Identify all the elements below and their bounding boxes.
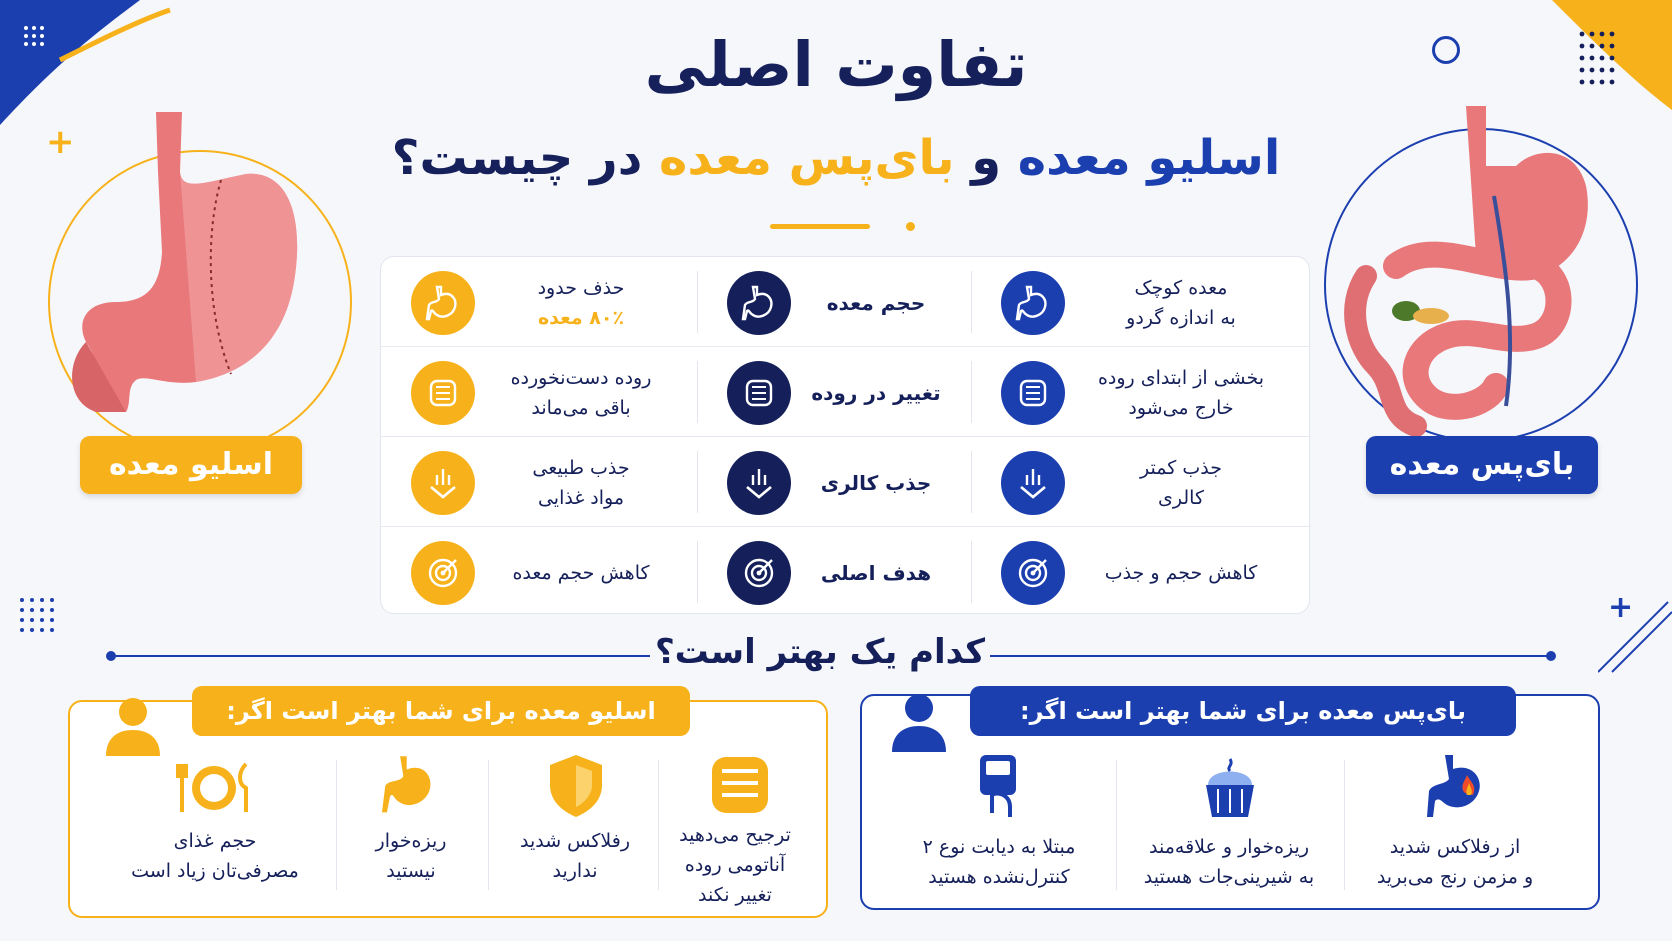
dots-decoration [18,596,58,640]
subtitle-sleeve: اسلیو معده [1017,130,1281,186]
bypass-option [894,832,1104,892]
sleeve-option [326,826,496,886]
sleeve-cell-line2: باقی می‌ماند [531,397,631,419]
category-cell: حجم معده [826,291,926,315]
category-cell: هدف اصلی [820,561,932,585]
sleeve-cell [491,541,671,605]
option-line2: به شیرینی‌جات هستید [1143,866,1315,888]
stomach-icon [1001,271,1065,335]
title-underline [770,224,870,229]
stomach-reflux-icon [1418,748,1498,824]
divider [1344,760,1345,890]
sleeve-option [650,820,820,910]
bypass-option [1124,832,1334,892]
intestine-icon [1001,361,1065,425]
option-line2: کنترل‌نشده هستید [928,866,1070,888]
target-icon [411,541,475,605]
option-line2: ندارید [552,860,598,882]
sleeve-cell [491,271,671,335]
bypass-cell-line2: به اندازه گردو [1126,307,1236,329]
sleeve-cell-line1: حذف حدود [537,277,625,299]
divider [1116,760,1117,890]
intestine-icon [700,748,780,824]
subtitle-end: در چیست؟ [391,130,660,186]
bypass-stomach-illustration [1336,106,1626,436]
option-line1: از رفلاکس شدید [1389,836,1521,858]
intestine-icon [727,361,791,425]
title-dot [906,222,915,231]
bypass-option [1350,832,1560,892]
table-row [381,257,1311,347]
bypass-cell [1081,451,1281,515]
shield-icon [536,748,616,824]
sleeve-cell-line2: مواد غذایی [537,487,625,509]
question-heading: کدام یک بهتر است؟ [654,632,986,672]
sleeve-box-heading: اسلیو معده برای شما بهتر است اگر: [192,686,690,736]
absorption-icon [1001,451,1065,515]
option-line1: ریزه‌خوار و علاقه‌مند [1149,836,1309,858]
absorption-icon [727,451,791,515]
sleeve-label: اسلیو معده [80,436,302,494]
sleeve-cell-line1: روده دست‌نخورده [510,367,652,389]
divider [488,760,489,890]
divider [697,541,698,603]
option-line3: تغییر نکند [698,884,772,906]
divider [697,271,698,333]
bypass-cell-line1: کاهش حجم و جذب [1104,562,1258,584]
user-avatar-icon [98,690,168,760]
comparison-table [380,256,1310,614]
divider [697,361,698,423]
divider [971,541,972,603]
glucose-meter-icon [958,748,1038,824]
option-line1: ترجیح می‌دهید [679,824,791,846]
divider [971,451,972,513]
bypass-cell-line2: کالری [1158,487,1204,509]
option-line1: رفلاکس شدید [519,830,631,852]
table-row [381,527,1311,617]
sleeve-cell [491,361,671,425]
question-line-right [990,655,1550,657]
option-line1: ریزه‌خوار [375,830,447,852]
stomach-icon [727,271,791,335]
stomach-icon [411,271,475,335]
sleeve-option [130,826,300,886]
plate-fork-knife-icon [174,750,254,826]
bypass-cell-line2: خارج می‌شود [1128,397,1234,419]
absorption-icon [411,451,475,515]
subtitle-bypass: بای‌پس معده [659,130,955,186]
question-dot-right [1546,651,1556,661]
lines-decoration [1598,600,1672,674]
stomach-icon [370,748,450,824]
user-avatar-icon [884,686,954,756]
question-dot-left [106,651,116,661]
bypass-cell-line1: بخشی از ابتدای روده [1097,367,1265,389]
option-line1: مبتلا به دیابت نوع ۲ [922,836,1076,858]
target-icon [1001,541,1065,605]
sleeve-cell-line2: ۸۰٪ معده [537,307,625,329]
option-line2: آناتومی روده [684,854,786,876]
bypass-cell [1081,541,1281,605]
bypass-cell-line1: معده کوچک [1134,277,1228,299]
option-line1: حجم غذای [173,830,257,852]
intestine-icon [411,361,475,425]
divider [971,361,972,423]
sleeve-cell-line1: جذب طبیعی [532,457,630,479]
option-line2: مصرفی‌تان زیاد است [131,860,299,882]
bypass-label: بای‌پس معده [1366,436,1598,494]
sleeve-option [490,826,660,886]
option-line2: و مزمن رنج می‌برید [1376,866,1534,888]
plus-decoration: + [46,122,75,162]
question-line-left [110,655,650,657]
category-cell: تغییر در روده [811,381,941,405]
bypass-cell-line1: جذب کمتر [1140,457,1222,479]
option-line2: نیستید [386,860,436,882]
bypass-cell [1081,361,1281,425]
sleeve-stomach-illustration [56,112,306,422]
target-icon [727,541,791,605]
table-row [381,347,1311,437]
cupcake-icon [1190,750,1270,826]
subtitle-and: و [954,130,1018,186]
bypass-box-heading: بای‌پس معده برای شما بهتر است اگر: [970,686,1516,736]
table-row [381,437,1311,527]
sleeve-cell [491,451,671,515]
plus-decoration: + [1608,590,1634,625]
divider [971,271,972,333]
main-title: تفاوت اصلی [644,28,1028,101]
divider [697,451,698,513]
bypass-cell [1081,271,1281,335]
sleeve-cell-line1: کاهش حجم معده [512,562,650,584]
category-cell: جذب کالری [820,471,932,495]
